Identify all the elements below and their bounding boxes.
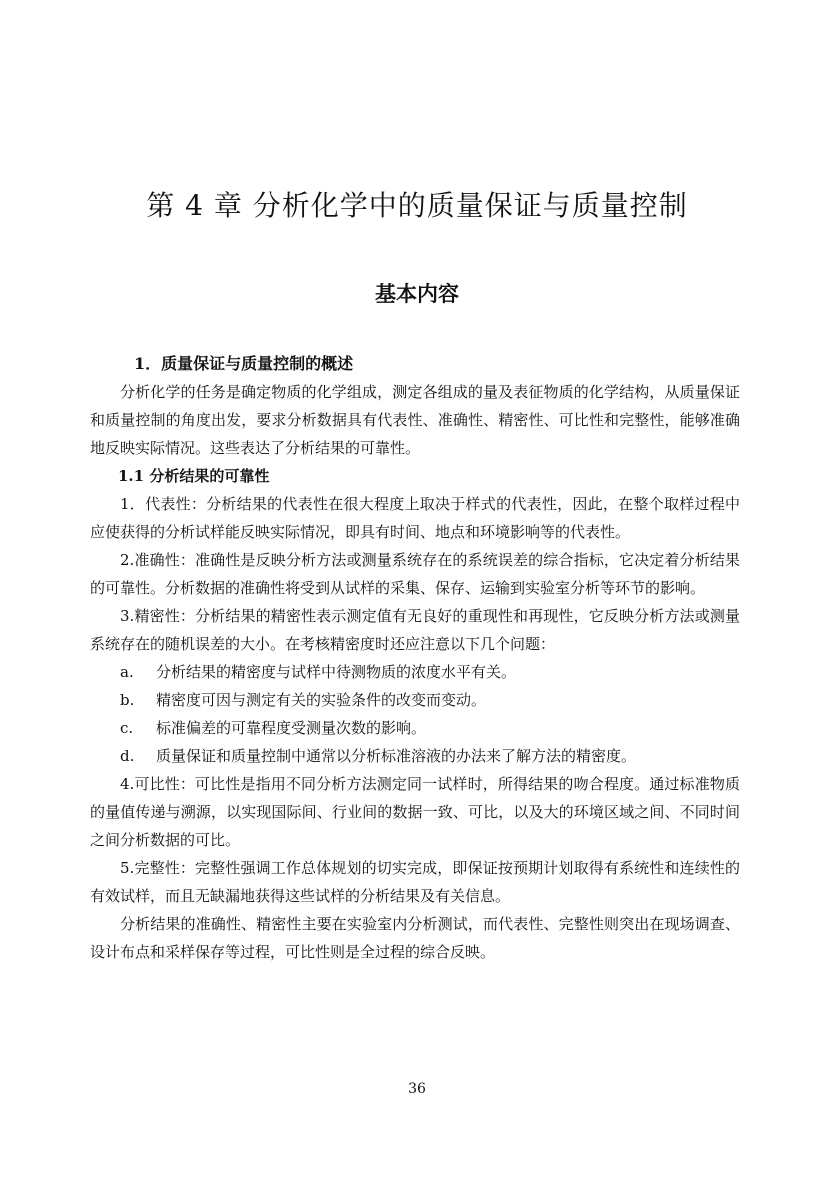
paragraph-completeness: 5.完整性：完整性强调工作总体规划的切实完成，即保证按预期计划取得有系统性和连续性的有效试样，而且无缺漏地获得这些试样的分析结果及有关信息。 (90, 859, 740, 905)
paragraph-precision: 3.精密性：分析结果的精密性表示测定值有无良好的重现性和再现性，它反映分析方法或测量系统存在的随机误差的大小。在考核精密度时还应注意以下几个问题： (90, 607, 740, 653)
list-text: 质量保证和质量控制中通常以分析标准溶液的办法来了解方法的精密度。 (156, 747, 637, 765)
list-item (90, 714, 740, 742)
paragraph-representativeness: 1．代表性：分析结果的代表性在很大程度上取决于样式的代表性，因此，在整个取样过程中应使获得的分析试样能反映实际情况，即具有时间、地点和环境影响等的代表性。 (90, 495, 740, 541)
subheading-reliability: 1.1 分析结果的可靠性 (118, 467, 270, 485)
list-marker: d. (120, 747, 135, 765)
list-text: 标准偏差的可靠程度受测量次数的影响。 (156, 719, 427, 737)
heading-quality-overview: 1．质量保证与质量控制的概述 (134, 354, 354, 373)
paragraph-accuracy: 2.准确性：准确性是反映分析方法或测量系统存在的系统误差的综合指标，它决定着分析结果的可靠性。分析数据的准确性将受到从试样的采集、保存、运输到实验室分析等环节的影响。 (90, 551, 740, 597)
list-text: 分析结果的精密度与试样中待测物质的浓度水平有关。 (156, 663, 517, 681)
list-item (90, 742, 740, 770)
body-text (90, 350, 740, 966)
section-heading: 基本内容 (375, 281, 459, 306)
paragraph-intro: 分析化学的任务是确定物质的化学组成，测定各组成的量及表征物质的化学结构，从质量保证和质量控制的角度出发，要求分析数据具有代表性、准确性、精密性、可比性和完整性，能够准确地反映实际情况。这些表达了分析结果的可靠性。 (90, 383, 740, 457)
list-marker: a. (120, 663, 134, 681)
chapter-title: 第 4 章 分析化学中的质量保证与质量控制 (146, 189, 688, 222)
paragraph-comparability: 4.可比性：可比性是指用不同分析方法测定同一试样时，所得结果的吻合程度。通过标准物质的量值传递与溯源，以实现国际间、行业间的数据一致、可比，以及大的环境区域之间、不同时间之间分析数据的可比。 (90, 775, 740, 849)
list-item (90, 658, 740, 686)
list-item (90, 686, 740, 714)
list-text: 精密度可因与测定有关的实验条件的改变而变动。 (156, 691, 487, 709)
list-marker: b. (120, 691, 135, 709)
paragraph-closing: 分析结果的准确性、精密性主要在实验室内分析测试，而代表性、完整性则突出在现场调查、设计布点和采样保存等过程，可比性则是全过程的综合反映。 (90, 915, 740, 961)
list-marker: c. (120, 719, 134, 737)
page-number: 36 (408, 1081, 426, 1097)
